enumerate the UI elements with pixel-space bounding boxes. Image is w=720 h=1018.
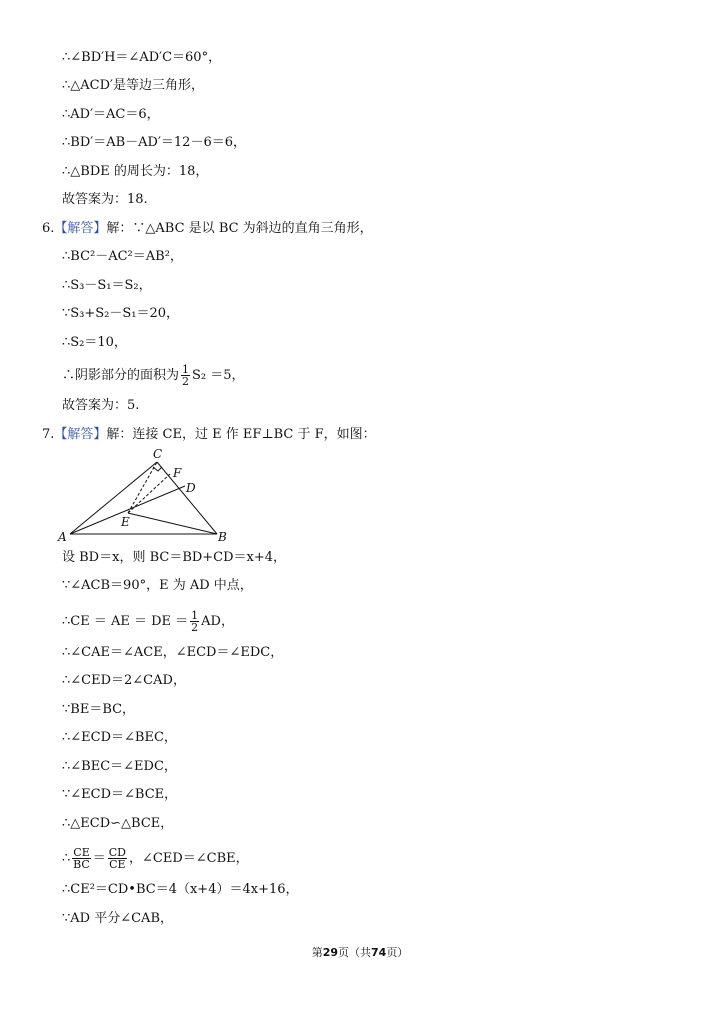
- text-line: ∴△BDE 的周长为：18，: [62, 164, 209, 179]
- text-segment: ＝: [92, 851, 106, 866]
- page-footer: [0, 944, 720, 960]
- question-6-heading: [42, 220, 373, 238]
- label-E: E: [121, 515, 130, 529]
- footer-text: 页（共: [338, 946, 371, 959]
- text-segment: ∴阴影部分的面积为: [62, 368, 180, 383]
- answer-tag: 【解答】: [54, 427, 107, 442]
- text-line: 故答案为：5.: [62, 398, 140, 413]
- text-line: 故答案为：18.: [62, 192, 148, 207]
- text-line: ∴∠ECD＝∠BEC，: [62, 730, 177, 745]
- text-line: ∴△ACD′是等边三角形，: [62, 78, 204, 93]
- triangle-figure: [55, 446, 240, 546]
- segment-CB: [157, 462, 217, 534]
- text-line: 设 BD＝x，则 BC＝BD+CD＝x+4，: [62, 550, 287, 565]
- text-line: ∴S₂＝10，: [62, 335, 127, 350]
- footer-text: 页）: [386, 946, 409, 959]
- text-line: ∴∠CED＝2∠CAD，: [62, 673, 186, 688]
- question-number: 7.: [42, 427, 55, 442]
- total-page-number: 74: [371, 946, 387, 959]
- text-line: ∵∠ECD＝∠BCE，: [62, 787, 178, 802]
- text-line: ∵AD 平分∠CAB，: [62, 911, 173, 926]
- fraction-numerator: CE: [73, 846, 90, 859]
- text-line: ∴BD′＝AB－AD′＝12－6＝6，: [62, 135, 246, 150]
- fraction-denominator: 2: [182, 375, 190, 388]
- text-segment: AD，: [201, 614, 234, 629]
- fraction-denominator: 2: [191, 621, 199, 634]
- label-B: B: [218, 530, 227, 544]
- text-line: ∵S₃+S₂－S₁＝20，: [62, 306, 180, 321]
- label-C: C: [153, 447, 163, 461]
- segment-EC: [128, 462, 157, 513]
- fraction: [108, 847, 127, 870]
- text-line: ∵BE＝BC，: [62, 702, 136, 717]
- fraction: [181, 364, 190, 387]
- question-text: 解：∵△ABC 是以 BC 为斜边的直角三角形，: [106, 221, 373, 236]
- footer-text: 第: [311, 946, 323, 959]
- text-line: ∴S₃－S₁＝S₂，: [62, 278, 152, 293]
- answer-tag: 【解答】: [54, 221, 107, 236]
- text-line: ∴BC²－AC²＝AB²，: [62, 249, 183, 264]
- fraction: [72, 847, 90, 870]
- text-line-fraction: [62, 610, 234, 633]
- text-line: ∴△ECD∽△BCE，: [62, 816, 174, 831]
- text-line: ∴∠BEC＝∠EDC，: [62, 759, 177, 774]
- question-7-heading: [42, 426, 376, 444]
- label-F: F: [173, 466, 182, 480]
- text-line: ∵∠ACB＝90°，E 为 AD 中点，: [62, 578, 253, 593]
- fraction-denominator: CE: [109, 858, 126, 871]
- segment-EB: [128, 513, 217, 534]
- fraction-numerator: 1: [182, 363, 190, 376]
- question-text: 解：连接 CE，过 E 作 EF⊥BC 于 F，如图：: [106, 427, 376, 442]
- text-line-fraction: [62, 847, 249, 870]
- text-segment: S₂ ＝5，: [192, 368, 245, 383]
- fraction-denominator: BC: [73, 858, 90, 871]
- text-line-fraction: [62, 364, 245, 387]
- question-number: 6.: [42, 221, 55, 236]
- text-line: ∴∠BD′H＝∠AD′C＝60°，: [62, 50, 222, 65]
- fraction: [190, 610, 199, 633]
- current-page-number: 29: [322, 946, 338, 959]
- text-segment: ∴: [62, 851, 71, 866]
- text-segment: ，∠CED＝∠CBE，: [129, 851, 249, 866]
- text-line: ∴∠CAE＝∠ACE，∠ECD＝∠EDC，: [62, 645, 284, 660]
- right-angle-mark: [153, 467, 162, 471]
- text-segment: ∴CE ＝ AE ＝ DE ＝: [62, 614, 189, 629]
- fraction-numerator: CD: [108, 846, 126, 859]
- label-A: A: [58, 530, 67, 544]
- fraction-numerator: 1: [191, 609, 199, 622]
- text-line: ∴AD′＝AC＝6，: [62, 107, 160, 122]
- label-D: D: [186, 481, 196, 495]
- text-line: ∴CE²＝CD•BC＝4（x+4）＝4x+16，: [62, 882, 299, 897]
